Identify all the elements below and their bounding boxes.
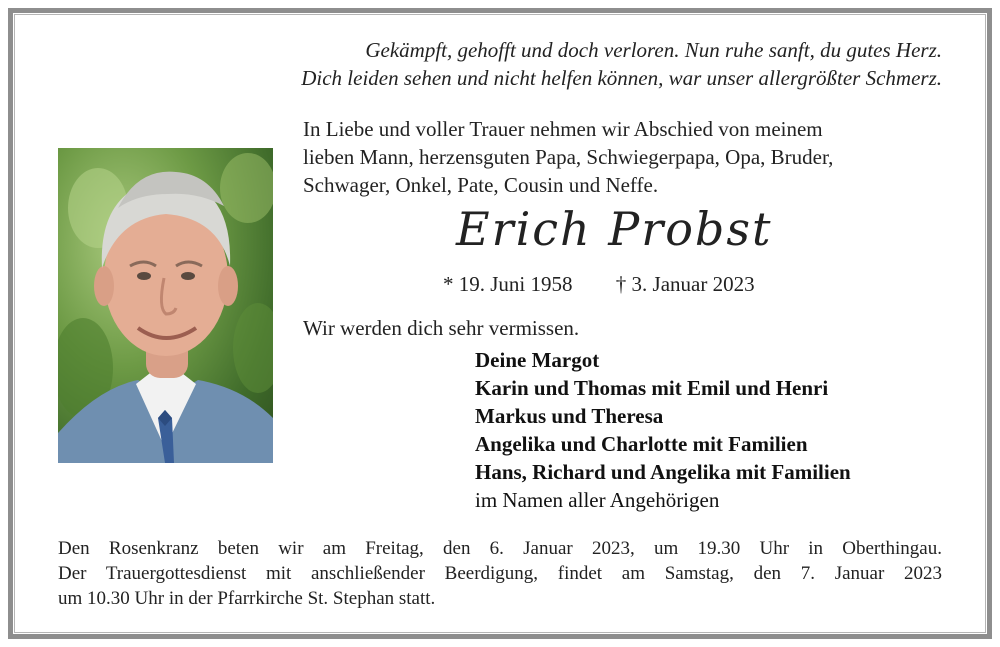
portrait-illustration [58,148,273,463]
service-details [58,536,942,611]
signers-list [475,346,851,514]
life-dates [443,270,755,298]
motto-line: Gekämpft, gehofft und doch verloren. Nun ruhe sanft, du gutes Herz. [365,38,942,62]
intro-line: Schwager, Onkel, Pate, Cousin und Neffe. [303,173,659,197]
intro-text [303,115,953,199]
missing-text: Wir werden dich sehr vermissen. [303,316,580,340]
signer-name: Deine Margot [475,348,600,372]
signer-name: Angelika und Charlotte mit Familien [475,432,808,456]
footer-line: um 10.30 Uhr in der Pfarrkirche St. Stephan statt. [58,588,436,609]
intro-line: In Liebe und voller Trauer nehmen wir Abschied von meinem [303,117,823,141]
portrait-photo [58,148,273,463]
signer-name: Hans, Richard und Angelika mit Familien [475,460,851,484]
death-date: † 3. Januar 2023 [615,272,755,296]
motto-verse [301,36,942,92]
signer-name: Markus und Theresa [475,404,664,428]
signers-closing: im Namen aller Angehörigen [475,488,720,512]
birth-date: * 19. Juni 1958 [443,272,573,296]
motto-line: Dich leiden sehen und nicht helfen können, war unser allergrößter Schmerz. [301,66,942,90]
footer-line: Den Rosenkranz beten wir am Freitag, den 6. Januar 2023, um 19.30 Uhr in Oberthingau. [58,538,942,559]
intro-line: lieben Mann, herzensguten Papa, Schwiegerpapa, Opa, Bruder, [303,145,834,169]
deceased-name: Erich Probst [456,202,773,256]
footer-line: Der Trauergottesdienst mit anschließender Beerdigung, findet am Samstag, den 7. Januar 2023 [58,563,942,584]
signer-name: Karin und Thomas mit Emil und Henri [475,376,829,400]
